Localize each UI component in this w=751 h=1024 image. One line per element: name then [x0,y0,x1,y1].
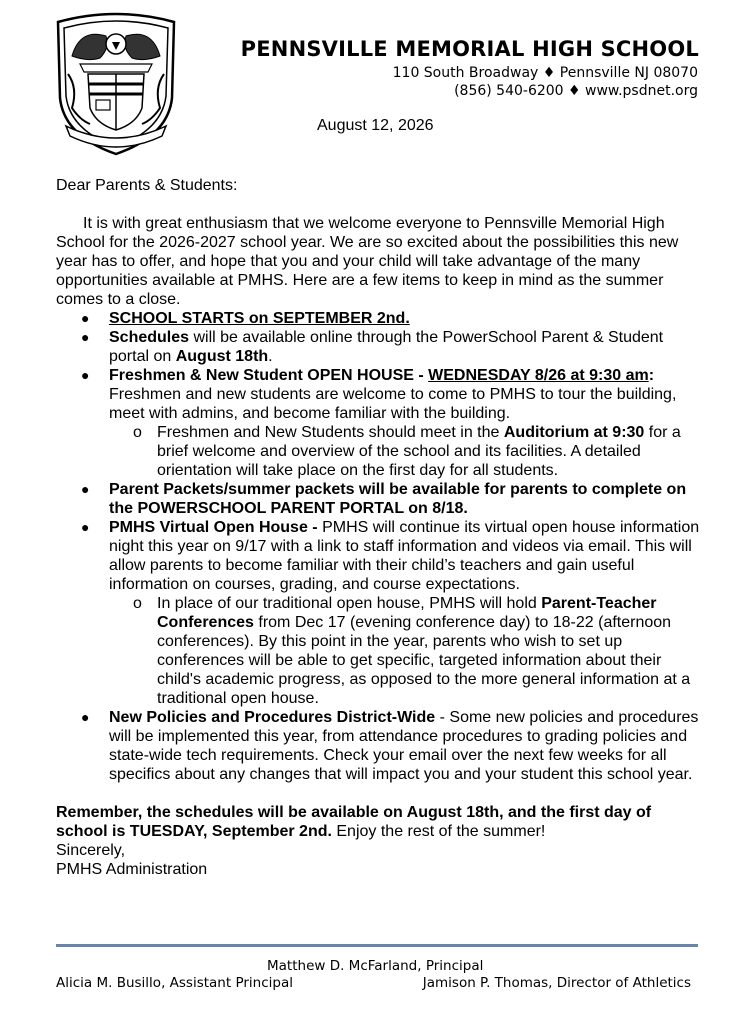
bullet-icon: ● [81,481,90,497]
school-name: PENNSVILLE MEMORIAL HIGH SCHOOL [240,37,699,61]
bullet-icon: ● [81,709,90,725]
letter-body [56,176,704,879]
footer-divider [56,944,698,947]
signature: PMHS Administration [56,861,208,878]
school-crest-icon [50,8,182,158]
footer-assistant-principal: Alicia M. Busillo, Assistant Principal [56,975,293,991]
school-address: 110 South Broadway ♦ Pennsville NJ 08070 [392,65,698,81]
list-item: ● New Policies and Procedures District-Wide - Some new policies and procedures will be implemented this year, from attendance procedures to grading policies and state-wide tech requirements. Check your email over the next few weeks for all specifics about any changes that will impact you and your student this school year. [81,709,699,783]
sub-list [109,594,704,708]
list-item [81,309,704,328]
sub-list [109,423,704,480]
school-contact: (856) 540-6200 ♦ www.psdnet.org [454,83,698,99]
circle-bullet-icon: o [133,424,142,441]
sub-list-item: o Freshmen and New Students should meet in the Auditorium at 9:30 for a brief welcome and overview of the school and its facilities. A detailed orientation will take place on the first day for all students. [133,424,681,479]
circle-bullet-icon: o [133,595,142,612]
list-item: ● Schedules will be available online through the PowerSchool Parent & Student portal on August 18th. [81,329,664,365]
sincerely: Sincerely, [56,842,126,859]
bullet-icon: ● [81,519,90,535]
greeting: Dear Parents & Students: [56,177,238,194]
school-start-notice: SCHOOL STARTS on SEPTEMBER 2nd. [109,310,410,327]
footer-principal: Matthew D. McFarland, Principal [267,958,484,974]
info-list [56,309,704,784]
list-item: ● Freshmen & New Student OPEN HOUSE - WEDNESDAY 8/26 at 9:30 am: Freshmen and new students are welcome to come to PMHS to tour the building, meet with admins, and become familiar with the building. o Freshmen and New Students should meet in the Auditorium at 9:30 for a brief welcome and overview of the school and its facilities. A detailed orientation will take place on the first day for all students. [109,366,704,480]
bullet-icon: ● [81,310,90,326]
bullet-icon: ● [81,367,90,383]
list-item: ● PMHS Virtual Open House - PMHS will continue its virtual open house information night this year on 9/17 with a link to staff information and videos via email. This will allow parents to become familiar with their child’s teachers and gain useful information on courses, grading, and course expectations. o In place of our traditional open house, PMHS will hold Parent-Teacher Conferences from Dec 17 (evening conference day) to 18-22 (afternoon conferences). By this point in the year, parents who wish to set up conferences will be able to get specific, targeted information about their child's academic progress, as opposed to the more general information at a traditional open house. [109,518,704,708]
sub-list-item: o In place of our traditional open house, PMHS will hold Parent-Teacher Conferences from Dec 17 (evening conference day) to 18-22 (afternoon conferences). By this point in the year, parents who wish to set up conferences will be able to get specific, targeted information about their child's academic progress, as opposed to the more general information at a traditional open house. [133,595,691,707]
intro-paragraph: It is with great enthusiasm that we welcome everyone to Pennsville Memorial High School for the 2026-2027 school year. We are so excited about the possibilities this new year has to offer, and hope that you and your child will take advantage of the many opportunities available at PMHS. Here are a few items to keep in mind as the summer comes to a close. [56,215,679,308]
list-item: ● Parent Packets/summer packets will be available for parents to complete on the POWERSCHOOL PARENT PORTAL on 8/18. [81,481,687,517]
letter-date: August 12, 2026 [317,117,434,134]
bullet-icon: ● [81,329,90,345]
footer-athletics-director: Jamison P. Thomas, Director of Athletics [422,975,691,991]
closing-reminder: Remember, the schedules will be available on August 18th, and the first day of school is TUESDAY, September 2nd. Enjoy the rest of the summer! [56,804,652,840]
